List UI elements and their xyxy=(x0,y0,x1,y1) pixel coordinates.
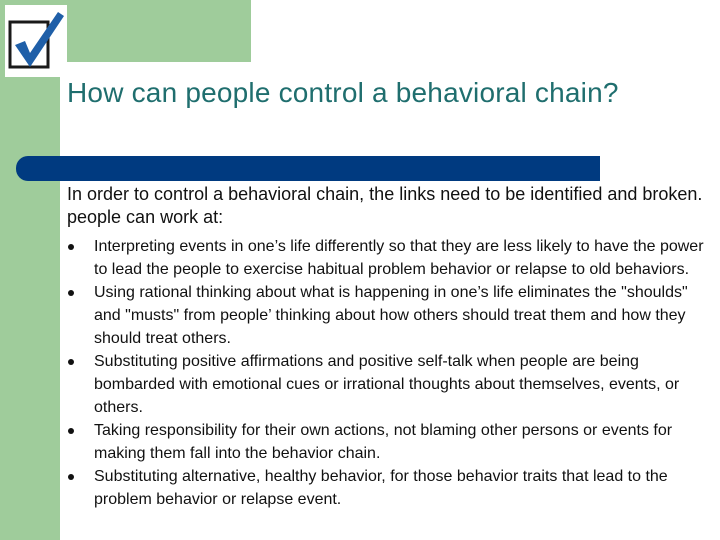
bullet-dot-icon xyxy=(68,428,74,434)
bullet-text: Taking responsibility for their own actions, not blaming other persons or events for making them fall into the behavior chain. xyxy=(94,422,673,462)
bullet-text: Substituting alternative, healthy behavior, for those behavior traits that lead to the problem behavior or relapse event. xyxy=(94,468,668,508)
bullet-text: Using rational thinking about what is happening in one’s life eliminates the "shoulds" and "musts" from people’ thinking about how others should treat them and how they should treat others. xyxy=(94,284,688,347)
list-item xyxy=(68,350,713,419)
left-accent-band xyxy=(0,0,60,540)
bullet-dot-icon xyxy=(68,474,74,480)
checkmark-box-icon xyxy=(5,5,67,77)
title-divider-bar xyxy=(16,156,600,181)
bullet-dot-icon xyxy=(68,359,74,365)
list-item xyxy=(68,281,713,350)
list-item xyxy=(68,419,713,465)
intro-text: In order to control a behavioral chain, the links need to be identified and broken. people can work at: xyxy=(67,184,703,227)
bullet-list xyxy=(68,235,713,511)
list-item xyxy=(68,235,713,281)
slide-title: How can people control a behavioral chain? xyxy=(67,77,619,108)
bullet-text: Substituting positive affirmations and positive self‑talk when people are being bombarded with emotional cues or irrational thoughts about themselves, events, or others. xyxy=(94,353,680,416)
bullet-dot-icon xyxy=(68,290,74,296)
list-item xyxy=(68,465,713,511)
bullet-dot-icon xyxy=(68,244,74,250)
bullet-text: Interpreting events in one’s life differently so that they are less likely to have the power to lead the people to exercise habitual problem behavior or relapse to old behaviors. xyxy=(94,238,704,278)
